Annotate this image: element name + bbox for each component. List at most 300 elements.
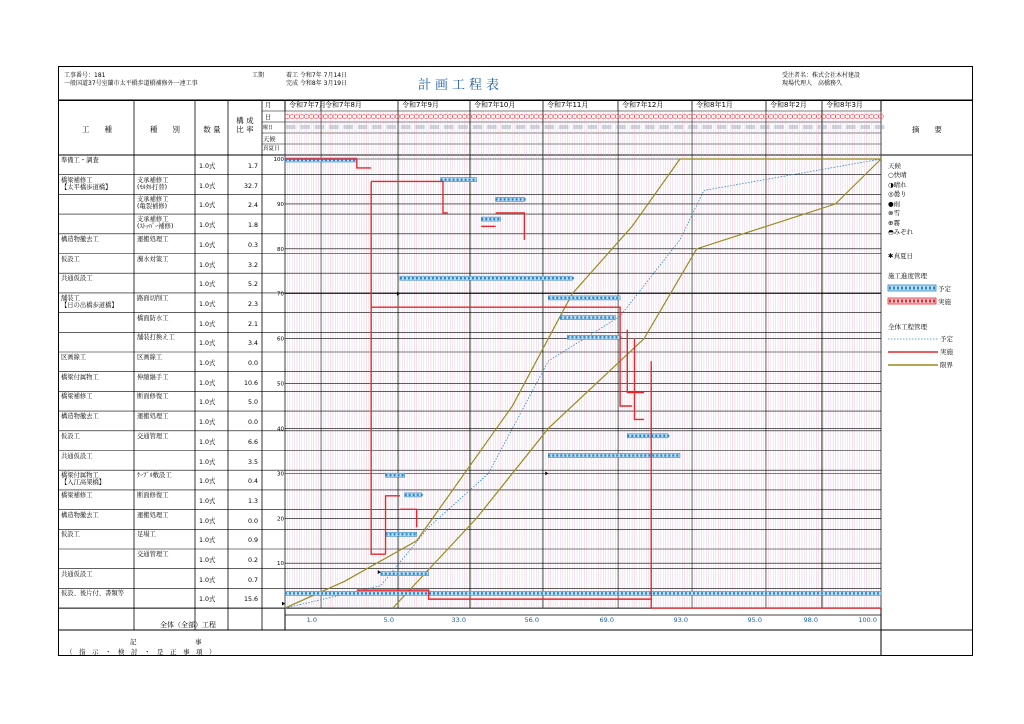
plan-bar-hatch [548,297,550,299]
plan-bar-hatch [599,336,601,338]
row-ratio: 1.7 [247,163,258,170]
plan-bar-hatch [409,494,411,496]
page-title: 計画工程表 [418,78,504,93]
plan-bar-hatch [701,592,703,594]
plan-bar-hatch [753,592,755,594]
plan-bar-hatch [617,592,619,594]
weekday-tick [430,125,440,129]
plan-bar-hatch [596,454,598,456]
plan-bar-hatch [552,277,554,279]
plan-bar-hatch [609,592,611,594]
plan-bar-hatch [861,592,863,594]
weather-legend-label: 雪 [893,209,900,217]
plan-bar-hatch [616,454,618,456]
plan-bar-hatch [589,592,591,594]
plan-bar-hatch [676,454,678,456]
plan-bar-hatch [504,198,506,200]
plan-bar-hatch [608,316,610,318]
plan-bar-hatch [457,179,459,181]
weather-legend-label: 曇り [893,190,907,198]
plan-bar-hatch [612,297,614,299]
plan-bar-hatch [596,316,598,318]
row-shubetsu: 伸縮継手工 [137,373,169,381]
plan-bar-hatch [608,454,610,456]
weekday-tick [688,125,698,129]
plan-bar-hatch [493,592,495,594]
weekday-tick [602,125,612,129]
row-koshu: 橋梁補修工 【太平橋歩道橋】 [61,176,112,191]
plan-bar-hatch [607,336,609,338]
weekday-tick [832,125,842,129]
plan-bar-hatch [349,592,351,594]
plan-bar-hatch [413,573,415,575]
plan-bar-hatch [424,277,426,279]
weekday-tick [674,125,684,129]
period-label: 工期 [252,72,265,79]
y-tick-label: 60 [277,336,284,343]
plan-bar-hatch [560,277,562,279]
month-label-8: 令和8年2月 [770,101,807,109]
plan-bar-hatch [849,592,851,594]
plan-bar-hatch [393,592,395,594]
plan-bar-hatch [797,592,799,594]
plan-bar-hatch [505,592,507,594]
plan-bar-hatch [583,336,585,338]
plan-bar-hatch [729,592,731,594]
project-name: 一般国道37号室蘭市太平橋歩道橋補修外一連工事 [64,80,198,87]
weekday-tick [315,125,325,129]
plan-bar-hatch [825,592,827,594]
plan-bar-hatch [556,297,558,299]
plan-bar-hatch [837,592,839,594]
plan-bar-hatch [611,336,613,338]
plan-bar-hatch [757,592,759,594]
plan-bar-hatch [673,592,675,594]
row-suryo: 1.0式 [199,241,216,249]
plan-bar-hatch [749,592,751,594]
row-koshu: 共通仮設工 [61,570,93,578]
plan-bar-hatch [404,277,406,279]
weather-symbol-icon: ◎ [888,190,894,198]
plan-bar-hatch [528,277,530,279]
row-ratio: 0.7 [247,576,258,584]
plan-bar-hatch [408,277,410,279]
plan-bar-hatch [717,592,719,594]
row-shubetsu: 支承補修工 (ﾓﾙﾀﾙ打替) [137,176,169,191]
plan-bar-hatch [621,592,623,594]
plan-bar-hatch [402,474,404,476]
row-ratio: 5.2 [247,281,258,289]
plan-bar-hatch [821,592,823,594]
month-label: 月 [265,102,272,109]
plan-bar-hatch [496,277,498,279]
plan-bar-hatch [520,198,522,200]
plan-bar-hatch [421,494,423,496]
weekday-tick [846,125,856,129]
row-shubetsu: 橋面防水工 [137,314,169,322]
legend-actual-swatch [888,298,936,304]
plan-bar-hatch [573,592,575,594]
weekday-tick [573,125,583,129]
plan-bar-hatch [432,277,434,279]
cumulative-value: 69.0 [599,616,614,624]
plan-bar-hatch [569,592,571,594]
plan-bar-hatch [353,592,355,594]
weekday-tick [516,125,526,129]
plan-bar-hatch [440,277,442,279]
plan-bar-hatch [516,277,518,279]
mahi-legend-label: 真夏日 [893,252,913,260]
weekday-tick [588,125,598,129]
plan-bar-hatch [588,454,590,456]
plan-bar-hatch [529,592,531,594]
plan-bar-hatch [568,316,570,318]
plan-bar-hatch [557,592,559,594]
plan-bar-hatch [595,336,597,338]
plan-bar-hatch [385,592,387,594]
row-ratio: 2.1 [247,320,258,328]
plan-bar-hatch [805,592,807,594]
plan-bar-hatch [461,592,463,594]
row-suryo: 1.0式 [199,596,216,604]
cumulative-value: 56.0 [524,616,539,624]
plan-bar-hatch [402,533,404,535]
plan-bar-hatch [841,592,843,594]
plan-bar-hatch [412,277,414,279]
plan-bar-hatch [567,336,569,338]
plan-bar-hatch [656,454,658,456]
row-shubetsu: ｹｰﾌﾞﾙ敷設工 [137,472,172,480]
plan-bar-hatch [652,454,654,456]
plan-bar-hatch [289,592,291,594]
weekday-tick [645,125,655,129]
plan-bar-hatch [461,179,463,181]
row-ratio: 0.0 [247,360,258,367]
plan-bar-hatch [540,277,542,279]
plan-bar-hatch [667,435,669,437]
plan-bar-hatch [576,454,578,456]
plan-bar-hatch [333,592,335,594]
weather-legend-item [888,228,913,236]
plan-bar-hatch [537,592,539,594]
plan-bar-hatch [745,592,747,594]
weekday-tick [415,125,425,129]
plan-bar-hatch [477,592,479,594]
row-shubetsu: 断面修復工 [137,393,169,401]
row-ratio: 6.6 [247,438,258,446]
weather-legend-item [888,219,900,227]
plan-bar-hatch [769,592,771,594]
legend-actual-hatch [913,300,915,303]
plan-bar-hatch [436,277,438,279]
row-shubetsu: 運搬処理工 [137,413,169,421]
plan-bar-hatch [645,592,647,594]
plan-bar-hatch [873,592,875,594]
plan-bar-hatch [433,592,435,594]
legend-actual-hatch [917,300,919,303]
plan-bar-hatch [473,179,475,181]
row-suryo: 1.0式 [199,478,216,486]
plan-bar-hatch [394,533,396,535]
plan-bar-hatch [394,474,396,476]
plan-bar-hatch [608,297,610,299]
plan-bar-hatch [520,277,522,279]
plan-bar-hatch [386,474,388,476]
row-ratio: 0.2 [247,557,258,564]
plan-bar-hatch [497,218,499,220]
weather-symbol-icon: ⊕ [888,218,894,227]
plan-bar-hatch [689,592,691,594]
plan-bar-hatch [568,277,570,279]
plan-bar-hatch [464,277,466,279]
weather-symbol-icon: ◑ [888,180,894,189]
plan-bar-hatch [456,277,458,279]
row-ratio: 0.4 [247,478,258,486]
legend-plan-hatch [921,287,923,290]
plan-bar-hatch [465,592,467,594]
row-suryo: 1.0式 [199,458,216,466]
plan-bar-hatch [568,297,570,299]
plan-bar-hatch [572,316,574,318]
mahi-legend: ✱真夏日 [888,252,913,260]
plan-bar-hatch [697,592,699,594]
row-ratio: 0.0 [247,419,258,427]
plan-bar-hatch [552,454,554,456]
weekday-tick [343,125,353,129]
legend-plan-hatch [893,287,895,290]
weather-legend-title: 天候 [888,162,901,170]
plan-bar-hatch [665,592,667,594]
plan-bar-hatch [809,592,811,594]
plan-bar-hatch [509,592,511,594]
legend-plan-hatch [913,287,915,290]
y-tick-label: 20 [277,516,284,523]
plan-bar-hatch [641,592,643,594]
plan-bar-hatch [564,454,566,456]
weather-symbol-icon: ○ [888,171,894,179]
plan-bar-hatch [425,592,427,594]
col-shubetsu: 種 別 [150,125,180,134]
plan-bar-hatch [400,277,402,279]
plan-bar-hatch [413,494,415,496]
plan-bar-hatch [761,592,763,594]
plan-bar-hatch [485,218,487,220]
plan-bar-hatch [469,179,471,181]
project-number: 工事番号：181 [64,72,106,79]
row-koshu: 区画線工 [61,354,87,361]
plan-bar-hatch [417,494,419,496]
legend-actual-hatch [897,300,899,303]
weather-legend-label: 晴れ [893,180,907,189]
plan-bar-hatch [465,179,467,181]
row-suryo: 1.0式 [199,438,216,446]
row-shubetsu: 区画線工 [137,354,163,361]
plan-bar-hatch [657,592,659,594]
plan-bar-hatch [508,277,510,279]
plan-bar-hatch [584,454,586,456]
plan-bar-hatch [647,435,649,437]
col-koshu: 工 種 [82,125,112,134]
start-date: 着工 令和7年 7月14日 [286,72,348,79]
plan-bar-hatch [644,454,646,456]
plan-bar-hatch [581,592,583,594]
plan-bar-hatch [560,316,562,318]
plan-bar-hatch [449,592,451,594]
row-suryo: 1.0式 [199,300,216,308]
weather-legend-label: 快晴 [893,171,907,179]
row-shubetsu: 運搬処理工 [137,511,169,519]
row-koshu: 仮設工 [61,531,80,539]
progress-actual-label: 実施 [938,298,951,306]
plan-bar-hatch [580,297,582,299]
legend-plan-swatch [888,285,936,291]
plan-bar-hatch [365,592,367,594]
plan-bar-hatch [604,316,606,318]
plan-bar-hatch [817,592,819,594]
weekday-tick [875,125,885,129]
plan-bar-hatch [604,297,606,299]
row-suryo: 1.0式 [199,261,216,269]
row-suryo: 1.0式 [199,360,216,367]
month-label-2: 令和7年8月 [325,101,362,109]
plan-bar-hatch [317,592,319,594]
plan-bar-hatch [572,297,574,299]
weekday-tick [300,125,310,129]
progress-legend-title: 施工進度管理 [888,272,927,280]
plan-bar-hatch [329,592,331,594]
legend-plan-hatch [905,287,907,290]
plan-bar-hatch [521,592,523,594]
plan-bar-hatch [693,592,695,594]
plan-bar-hatch [664,454,666,456]
weather-label: 天候 [263,136,276,143]
end-date: 完成 令和8年 3月19日 [286,80,348,87]
plan-bar-hatch [385,573,387,575]
row-ratio: 15.6 [243,596,258,604]
weather-legend-item [888,209,900,217]
plan-bar-hatch [425,573,427,575]
plan-bar-hatch [681,592,683,594]
plan-bar-hatch [398,474,400,476]
row-koshu: 仮設工 [61,255,80,263]
cumulative-value: 98.0 [803,616,818,624]
weekday-tick [530,125,540,129]
row-ratio: 3.4 [247,340,258,348]
plan-bar-hatch [285,592,287,594]
plan-bar-hatch [533,592,535,594]
row-ratio: 3.5 [247,458,258,466]
legend-plan-hatch [925,287,927,290]
plan-bar-hatch [709,592,711,594]
kiji-sub-label: （ 指 示 ・ 検 討 ・ 是 正 事 項 ） [66,648,216,656]
weekday-tick [817,125,827,129]
month-label-5: 令和7年11月 [547,101,589,109]
plan-bar-hatch [576,316,578,318]
plan-bar-hatch [472,277,474,279]
plan-bar-hatch [592,316,594,318]
col-suryo: 数 量 [203,125,221,134]
legend-actual-hatch [901,300,903,303]
plan-bar-hatch [390,474,392,476]
plan-bar-hatch [417,573,419,575]
plan-bar-hatch [414,533,416,535]
row-koshu: 共通仮設工 [61,275,93,283]
plan-bar-hatch [305,592,307,594]
plan-bar-hatch [572,277,574,279]
row-shubetsu: 足場工 [137,531,156,539]
row-suryo: 1.0式 [199,517,216,525]
plan-bar-hatch [532,277,534,279]
weather-legend-label: 雨 [893,199,901,208]
plan-bar-hatch [377,592,379,594]
mahi-label: 真夏日 [263,146,280,152]
row-suryo: 1.0式 [199,202,216,210]
col-tekiyo: 摘 要 [912,125,942,134]
plan-bar-hatch [441,179,443,181]
plan-bar-hatch [869,592,871,594]
plan-bar-hatch [297,592,299,594]
row-shubetsu: 運搬処理工 [137,235,169,243]
plan-bar-hatch [481,592,483,594]
plan-bar-hatch [653,592,655,594]
y-tick-label: 100 [273,157,284,163]
row-shubetsu: 支承補修工 (ｽﾄｯﾊﾟｰ補修) [137,216,174,231]
plan-bar-hatch [577,592,579,594]
plan-bar-hatch [497,592,499,594]
plan-bar-hatch [524,277,526,279]
plan-bar-hatch [580,316,582,318]
row-shubetsu: 交通管理工 [137,432,169,440]
row-ratio: 5.0 [247,399,258,407]
weekday-tick [545,125,555,129]
plan-bar-hatch [663,435,665,437]
plan-bar-hatch [397,573,399,575]
plan-bar-hatch [576,297,578,299]
plan-bar-hatch [600,297,602,299]
cumulative-value: 100.0 [858,616,877,624]
row-suryo: 1.0式 [199,557,216,564]
plan-bar-hatch [508,198,510,200]
plan-bar-hatch [588,316,590,318]
plan-bar-hatch [585,592,587,594]
plan-bar-hatch [865,592,867,594]
plan-bar-hatch [492,277,494,279]
y-tick-label: 90 [277,201,284,208]
plan-bar-hatch [612,454,614,456]
plan-bar-hatch [453,179,455,181]
contractor-name: 受注者名：株式会社木村建設 [782,72,861,79]
plan-bar-hatch [481,218,483,220]
cumulative-value: 95.0 [747,616,762,624]
plan-bar-hatch [496,198,498,200]
weather-symbol-icon: ⊗ [888,209,894,217]
plan-bar-hatch [301,592,303,594]
plan-bar-hatch [628,454,630,456]
plan-bar-hatch [549,592,551,594]
col-kosei: 構 成 比 率 [236,116,254,134]
plan-bar-hatch [560,297,562,299]
plan-bar-hatch [441,592,443,594]
weather-legend-label: みぞれ [893,228,914,236]
row-koshu: 橋梁付属物工 [61,373,99,381]
weekday-tick [559,125,569,129]
plan-bar-hatch [500,277,502,279]
y-tick-label: 50 [277,381,284,388]
plan-bar-hatch [524,198,526,200]
plan-bar-hatch [853,592,855,594]
plan-bar-hatch [469,592,471,594]
plan-bar-hatch [416,277,418,279]
